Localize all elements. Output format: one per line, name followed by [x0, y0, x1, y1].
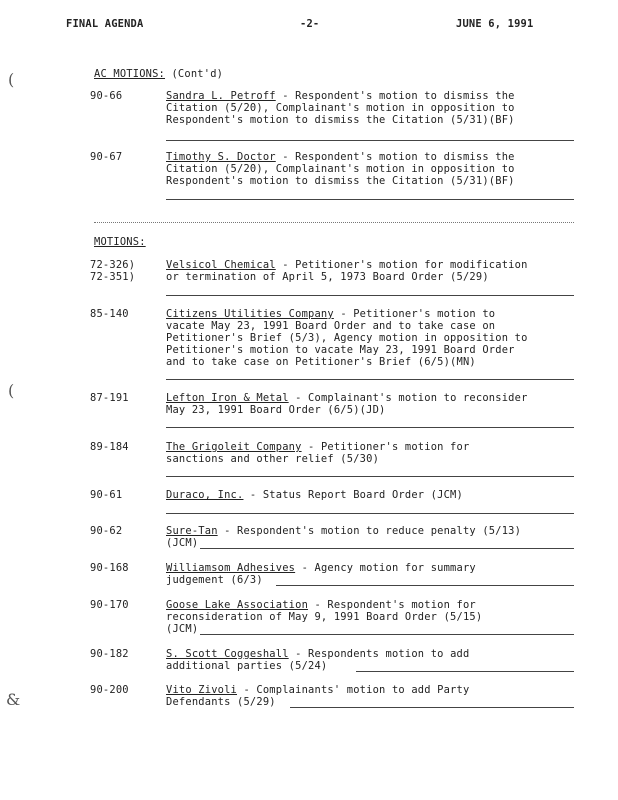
case-number: 87-191 — [90, 392, 129, 404]
agenda-item-line: May 23, 1991 Board Order (6/5)(JD) — [166, 404, 386, 416]
case-number: 90-61 — [90, 489, 123, 501]
agenda-item-line: Defendants (5/29) — [166, 696, 276, 708]
margin-mark: ( — [8, 381, 15, 400]
agenda-item-line: Citation (5/20), Complainant's motion in opposition to — [166, 102, 515, 114]
header-page-number: -2- — [300, 18, 320, 30]
agenda-item-line: Timothy S. Doctor - Respondent's motion to dismiss the — [166, 151, 515, 163]
agenda-item-line: Petitioner's Brief (5/3), Agency motion in opposition to — [166, 332, 528, 344]
agenda-item-line: Citation (5/20), Complainant's motion in opposition to — [166, 163, 515, 175]
case-number: 72-351) — [90, 271, 136, 283]
agenda-item-line: Goose Lake Association - Respondent's motion for — [166, 599, 476, 611]
agenda-item-line: Citizens Utilities Company - Petitioner's motion to — [166, 308, 496, 320]
margin-mark: ( — [8, 70, 15, 89]
agenda-item-line: Lefton Iron & Metal - Complainant's motion to reconsider — [166, 392, 528, 404]
signature-rule — [166, 379, 574, 380]
agenda-item-line: Williamsom Adhesives - Agency motion for summary — [166, 562, 476, 574]
section-divider — [94, 222, 574, 223]
agenda-item-line: reconsideration of May 9, 1991 Board Order (5/15) — [166, 611, 483, 623]
signature-rule — [166, 199, 574, 200]
agenda-item-line: (JCM) — [166, 537, 199, 549]
agenda-item-line: Duraco, Inc. - Status Report Board Order (JCM) — [166, 489, 463, 501]
case-number: 90-200 — [90, 684, 129, 696]
agenda-item-line: (JCM) — [166, 623, 199, 635]
agenda-item-line: Vito Zivoli - Complainants' motion to add Party — [166, 684, 470, 696]
agenda-item-line: Sandra L. Petroff - Respondent's motion to dismiss the — [166, 90, 515, 102]
agenda-item-line: and to take case on Petitioner's Brief (6/5)(MN) — [166, 356, 476, 368]
agenda-item-line: vacate May 23, 1991 Board Order and to take case on — [166, 320, 496, 332]
agenda-item-line: The Grigoleit Company - Petitioner's motion for — [166, 441, 470, 453]
signature-rule — [356, 671, 574, 672]
case-number: 90-168 — [90, 562, 129, 574]
signature-rule — [200, 634, 574, 635]
agenda-item-line: Respondent's motion to dismiss the Citation (5/31)(BF) — [166, 175, 515, 187]
agenda-item-line: judgement (6/3) — [166, 574, 263, 586]
signature-rule — [166, 140, 574, 141]
signature-rule — [166, 476, 574, 477]
header-date: JUNE 6, 1991 — [456, 18, 534, 30]
case-number: 89-184 — [90, 441, 129, 453]
motions-heading: MOTIONS: — [94, 236, 146, 248]
case-number: 72-326) — [90, 259, 136, 271]
margin-mark: & — [6, 690, 21, 709]
header-left: FINAL AGENDA — [66, 18, 144, 30]
case-number: 90-170 — [90, 599, 129, 611]
signature-rule — [290, 707, 574, 708]
signature-rule — [200, 548, 574, 549]
ac-motions-heading: AC MOTIONS: (Cont'd) — [94, 68, 224, 80]
signature-rule — [166, 513, 574, 514]
signature-rule — [276, 585, 574, 586]
case-number: 85-140 — [90, 308, 129, 320]
case-number: 90-67 — [90, 151, 123, 163]
agenda-item-line: Velsicol Chemical - Petitioner's motion for modification — [166, 259, 528, 271]
signature-rule — [166, 295, 574, 296]
agenda-item-line: sanctions and other relief (5/30) — [166, 453, 380, 465]
case-number: 90-66 — [90, 90, 123, 102]
agenda-item-line: or termination of April 5, 1973 Board Order (5/29) — [166, 271, 489, 283]
agenda-item-line: additional parties (5/24) — [166, 660, 328, 672]
agenda-item-line: Petitioner's motion to vacate May 23, 1991 Board Order — [166, 344, 515, 356]
agenda-item-line: S. Scott Coggeshall - Respondents motion to add — [166, 648, 470, 660]
agenda-item-line: Sure-Tan - Respondent's motion to reduce penalty (5/13) — [166, 525, 522, 537]
case-number: 90-62 — [90, 525, 123, 537]
signature-rule — [166, 427, 574, 428]
agenda-item-line: Respondent's motion to dismiss the Citation (5/31)(BF) — [166, 114, 515, 126]
case-number: 90-182 — [90, 648, 129, 660]
